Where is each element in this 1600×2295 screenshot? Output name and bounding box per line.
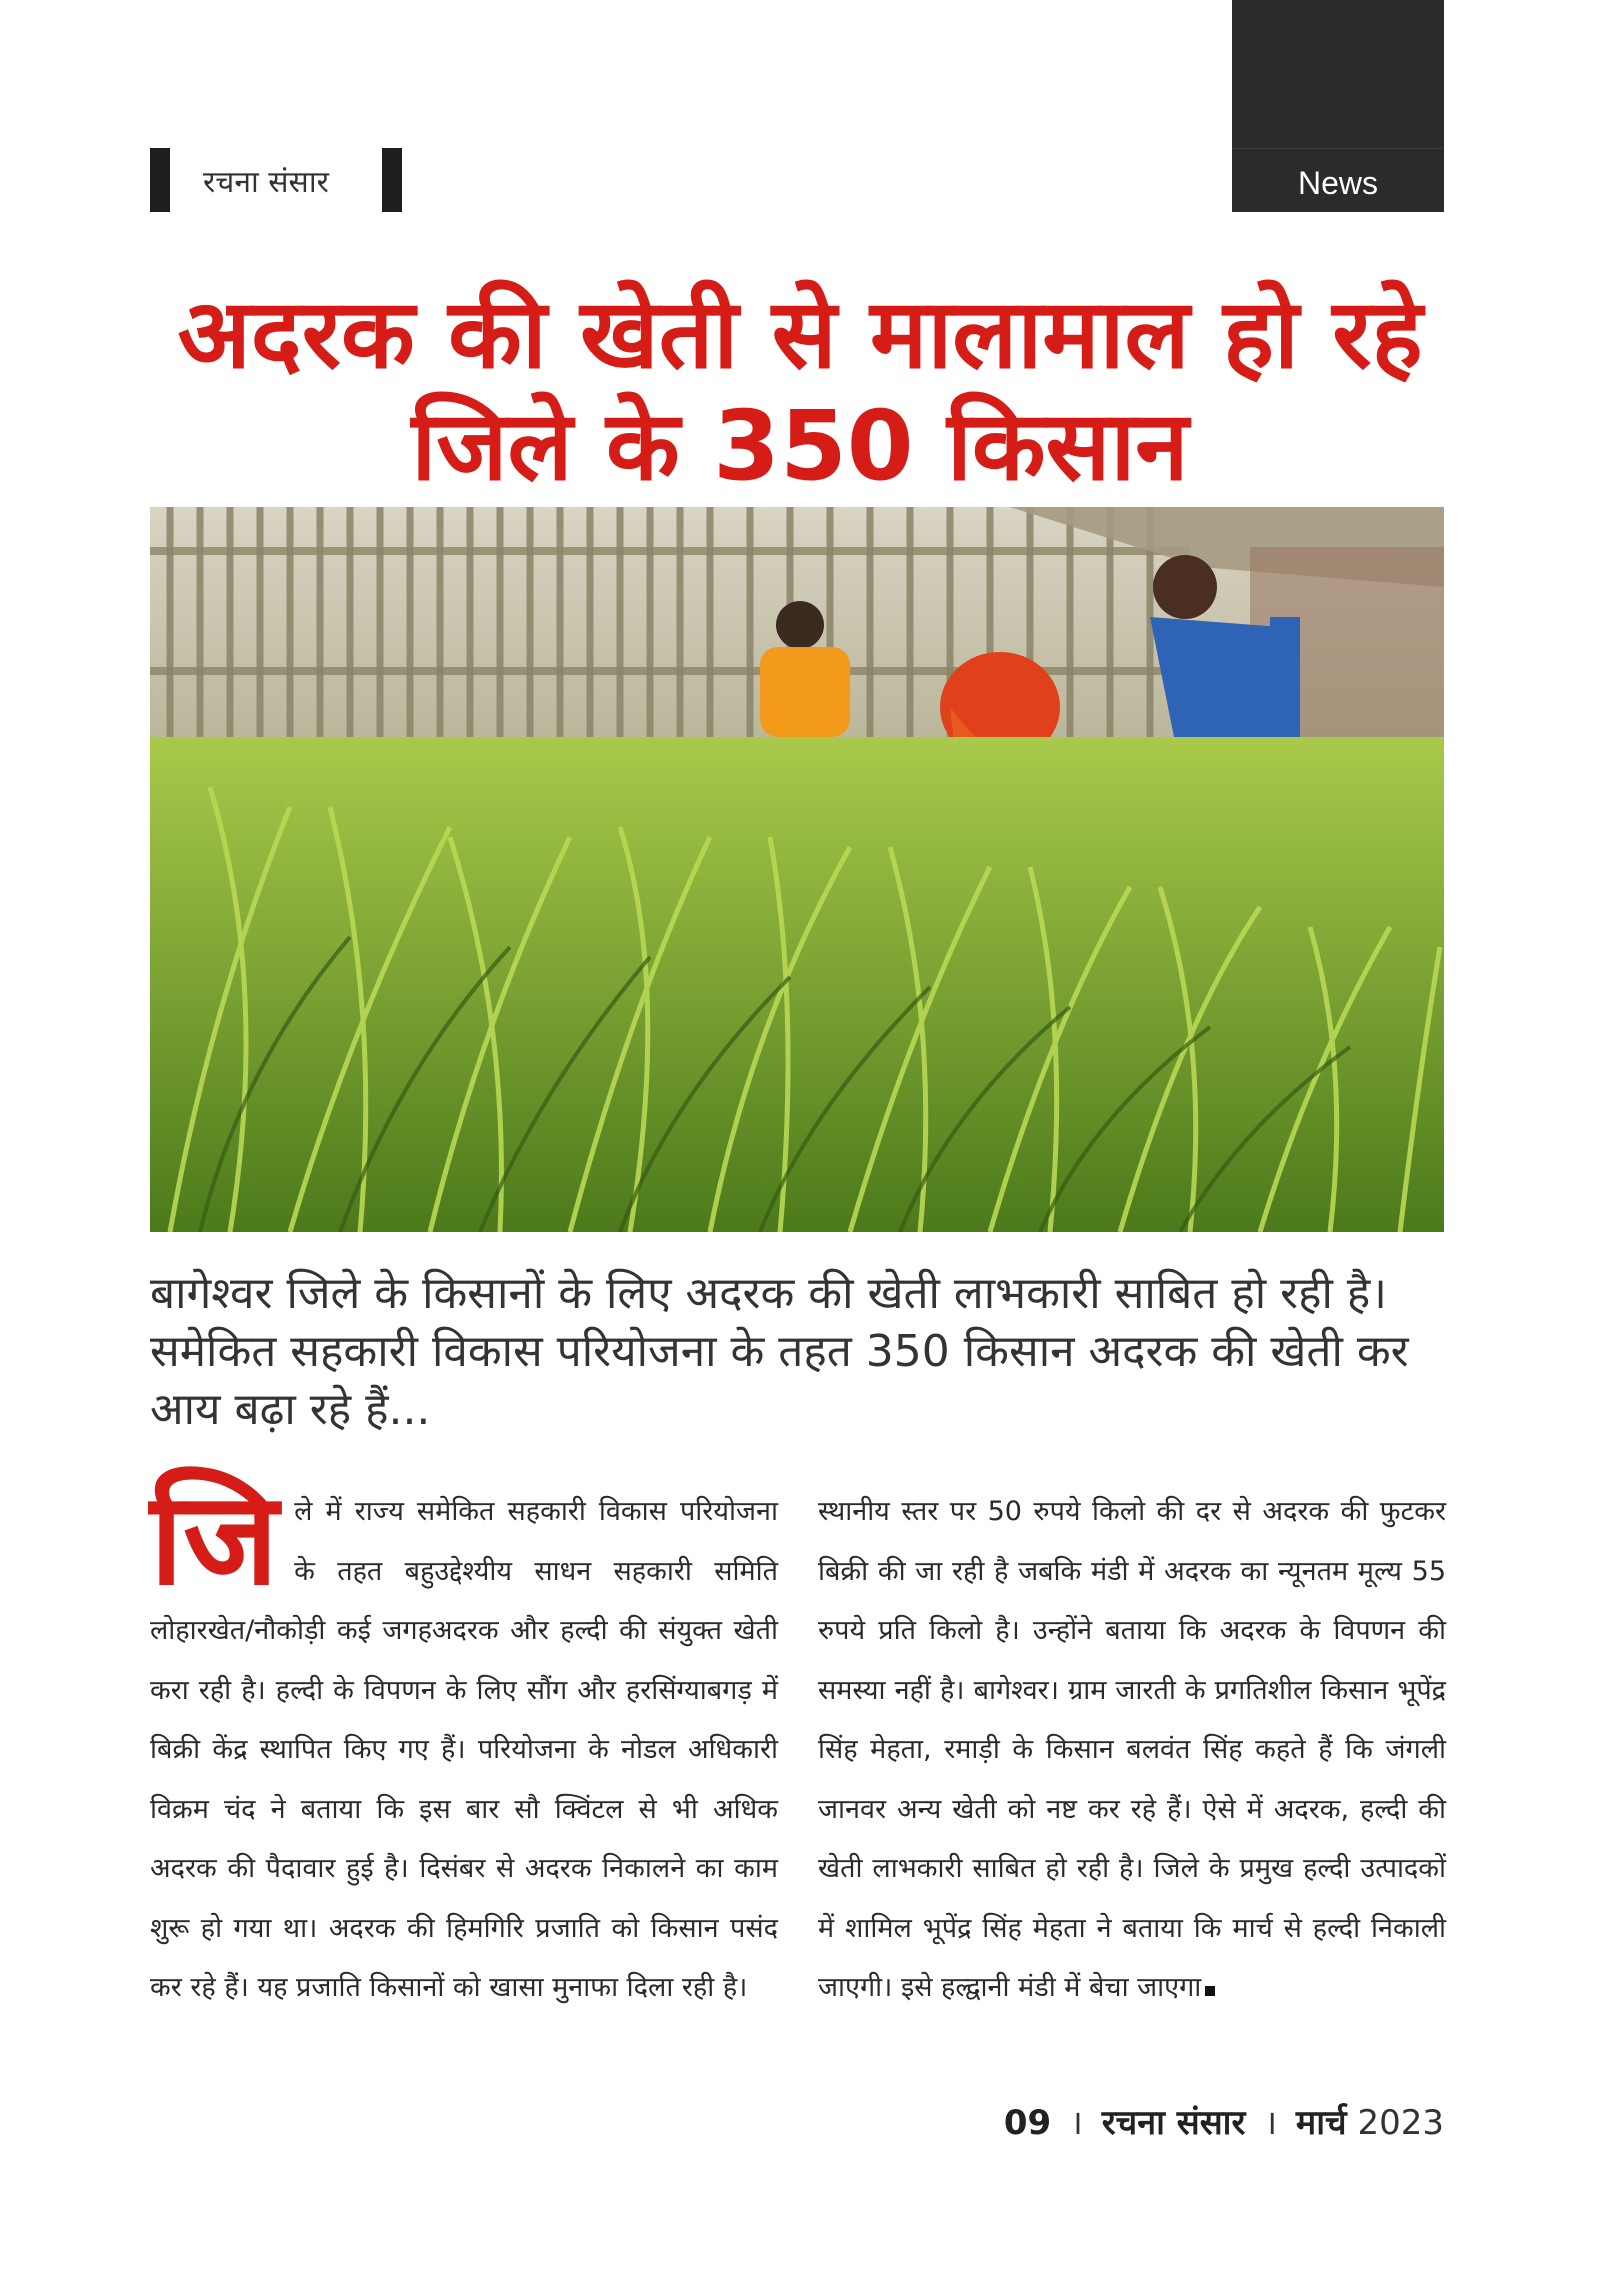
section-label: रचना संसार <box>203 165 329 200</box>
article-column-1-text: ले में राज्य समेकित सहकारी विकास परियोजना के तहत बहुउद्देश्यीय साधन सहकारी समिति लोहारखेत/नौकोड़ी कई जगहअदरक और हल्दी की संयुक्त खेती करा रही है। हल्दी के विपणन के लिए सौंग और हरसिंग्याबगड़ में बिक्री केंद्र स्थापित किए गए हैं। परियोजना के नोडल अधिकारी विक्रम चंद ने बताया कि इस बार सौ क्विंटल से भी अधिक अदरक की पैदावार हुई है। दिसंबर से अदरक निकालने का काम शुरू हो गया था। अदरक की हिमगिरि प्रजाति को किसान पसंद कर रहे हैं। यह प्रजाति किसानों को खासा मुनाफा दिला रही है। <box>150 1496 778 2003</box>
page-footer <box>1004 2098 1444 2144</box>
news-tab-divider <box>1232 148 1444 149</box>
footer-month: मार्च <box>1295 2103 1347 2143</box>
footer-publication: रचना संसार <box>1101 2103 1246 2143</box>
section-bar-left <box>150 148 170 212</box>
headline-line-2: जिले के 350 किसान <box>411 390 1189 502</box>
headline <box>140 278 1460 502</box>
article-column-2 <box>818 1482 1446 2018</box>
footer-separator-2: । <box>1264 2103 1278 2143</box>
headline-line-1: अदरक की खेती से मालामाल हो रहे <box>177 278 1423 390</box>
ginger-field-photo <box>150 507 1444 1232</box>
article-column-1 <box>150 1465 778 2018</box>
footer-separator-1: । <box>1070 2103 1083 2143</box>
footer-year: 2023 <box>1357 2103 1444 2143</box>
page-number: 09 <box>1003 2103 1052 2143</box>
news-label: News <box>1297 165 1378 201</box>
intro-deck: बागेश्वर जिले के किसानों के लिए अदरक की खेती लाभकारी साबित हो रही है। समेकित सहकारी विकास परियोजना के तहत 350 किसान अदरक की खेती कर आय बढ़ा रहे हैं... <box>150 1268 1409 1435</box>
news-tab <box>1232 0 1444 212</box>
article-column-2-text: स्थानीय स्तर पर 50 रुपये किलो की दर से अदरक की फुटकर बिक्री की जा रही है जबकि मंडी में अदरक का न्यूनतम मूल्य 55 रुपये प्रति किलो है। उन्होंने बताया कि अदरक के विपणन की समस्या नहीं है। बागेश्वर। ग्राम जारती के प्रगतिशील किसान भूपेंद्र सिंह मेहता, रमाड़ी के किसान बलवंत सिंह कहते हैं कि जंगली जानवर अन्य खेती को नष्ट कर रहे हैं। ऐसे में अदरक, हल्दी की खेती लाभकारी साबित हो रही है। जिले के प्रमुख हल्दी उत्पादकों में शामिल भूपेंद्र सिंह मेहता ने बताया कि मार्च से हल्दी निकाली जाएगी। इसे हल्द्वानी मंडी में बेचा जाएगा <box>818 1496 1446 2003</box>
drop-cap: जि <box>150 1465 279 1614</box>
section-bar-right <box>382 148 402 212</box>
end-mark-icon <box>1205 1986 1215 1996</box>
